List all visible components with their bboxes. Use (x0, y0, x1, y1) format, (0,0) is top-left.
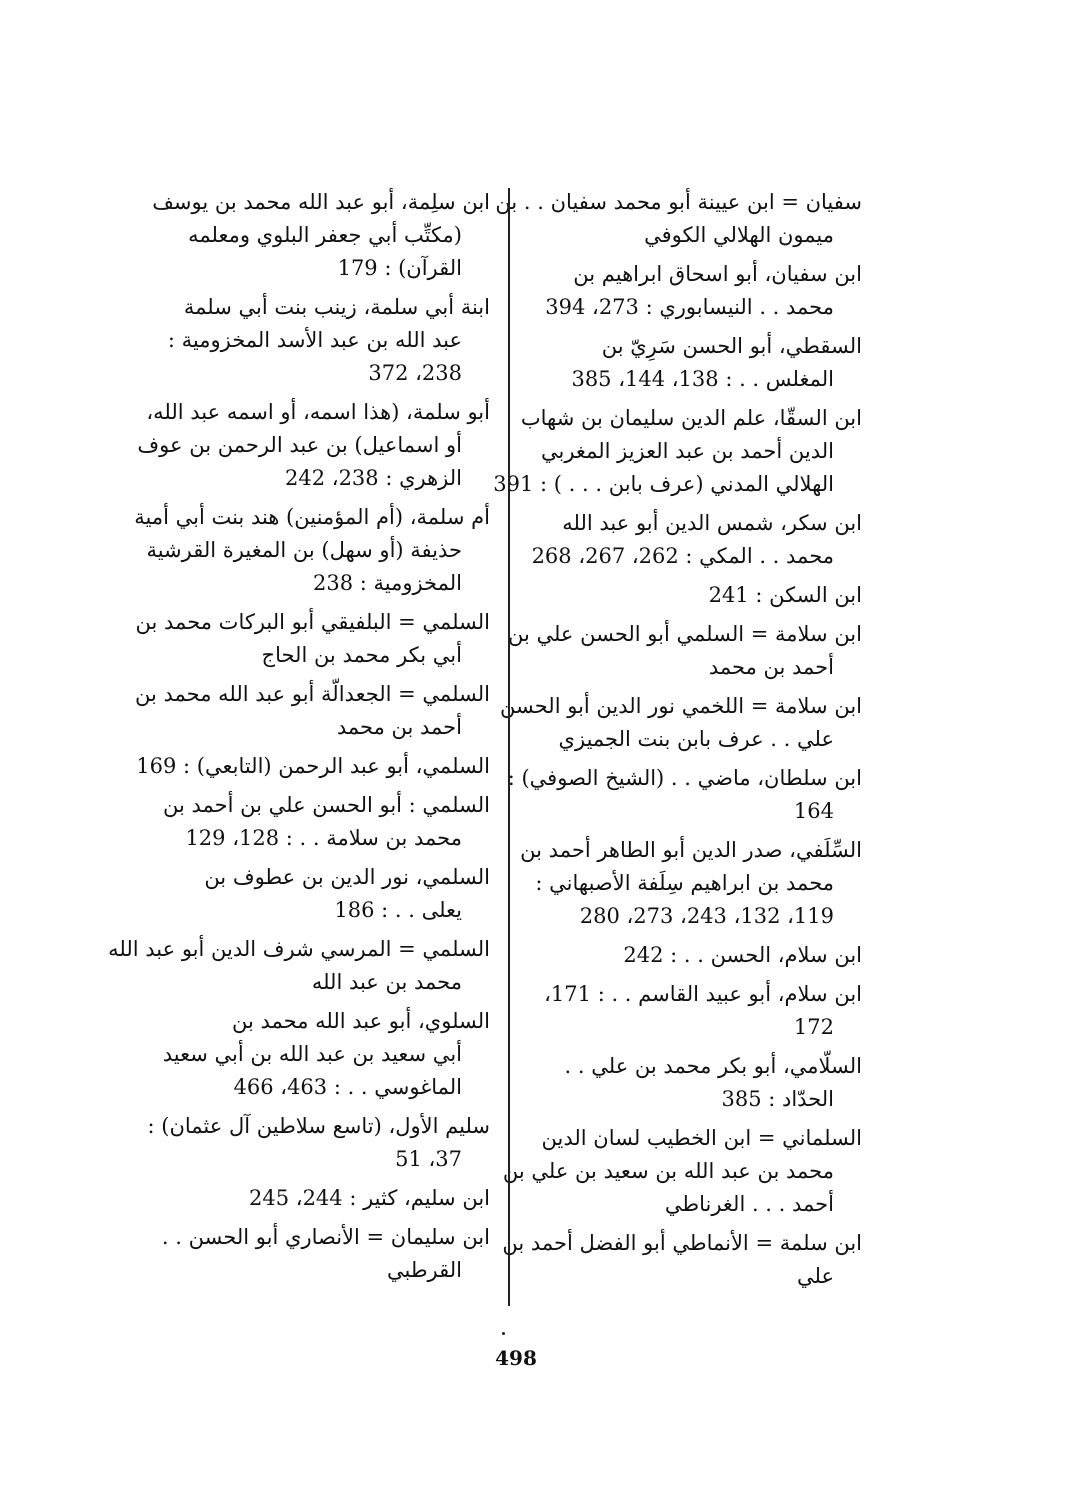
entry-heading-line: أم سلمة، (أم المؤمنين) هند بنت أبي أمية (134, 505, 490, 529)
entry-continuation-line: 172 (793, 1015, 834, 1039)
entry-heading-line: ابن سلامة = السلمي أبو الحسن علي بن (507, 622, 862, 646)
entry-continuation-line: القرطبي (387, 1258, 462, 1282)
entry-continuation-line: ميمون الهلالي الكوفي (644, 223, 834, 247)
entry-continuation-line: أو اسماعيل) بن عبد الرحمن بن عوف (137, 433, 462, 457)
entry-heading-line: ابن سلِمة، أبو عبد الله محمد بن يوسف (152, 190, 490, 214)
entry-continuation-line: علي . . عرف بابن بنت الجميزي (558, 727, 834, 751)
index-entry (150, 861, 490, 927)
entry-continuation-line: 37، 51 (395, 1147, 462, 1171)
index-entry (502, 1227, 862, 1293)
entry-continuation-line: الماغوسي . . : 463، 466 (233, 1075, 462, 1099)
entry-heading-line: سفيان = ابن عيينة أبو محمد سفيان . . بن (495, 190, 862, 214)
index-entry (522, 258, 862, 324)
index-entry (135, 606, 490, 672)
entry-heading-line: السلمي، أبو عبد الرحمن (التابعي) : 169 (136, 754, 490, 778)
entry-heading-line: ابن سلامة = اللخمي نور الدين أبو الحسن (500, 694, 862, 718)
index-entry (502, 1122, 862, 1221)
entry-heading-line: السلوي، أبو عبد الله محمد بن (231, 1009, 490, 1033)
entry-continuation-line: محمد بن سلامة . . : 128، 129 (185, 826, 462, 850)
entry-heading-line: ابن سلطان، ماضي . . (الشيخ الصوفي) : (507, 766, 862, 790)
entry-continuation-line: أحمد . . . الغرناطي (664, 1192, 834, 1216)
page-number: 498 (495, 1346, 537, 1370)
index-entry (522, 507, 862, 573)
index-entry (137, 396, 490, 495)
entry-continuation-line: علي (797, 1264, 834, 1288)
entry-continuation-line: (مكتِّب أبي جعفر البلوي ومعلمه (188, 223, 462, 247)
index-entry (150, 1182, 490, 1215)
index-entry (150, 1005, 490, 1104)
entry-continuation-line: أحمد بن محمد (336, 715, 462, 739)
entry-continuation-line: الحدّاد : 385 (721, 1087, 834, 1111)
entry-heading-line: السلمي، نور الدين بن عطوف بن (204, 865, 490, 889)
index-entry (150, 1221, 490, 1287)
entry-continuation-line: أحمد بن محمد (708, 655, 834, 679)
page-dot-mark (502, 1332, 505, 1335)
entry-heading-line: ابن سليمان = الأنصاري أبو الحسن . . (161, 1225, 490, 1249)
entry-heading-line: ابن سلام، الحسن . . : 242 (623, 943, 862, 967)
index-entry (493, 402, 862, 501)
index-column-right (493, 186, 862, 1299)
index-entry (135, 678, 490, 744)
index-entry (108, 933, 490, 999)
entry-continuation-line: المغلس . . : 138، 144، 385 (571, 367, 834, 391)
entry-continuation-line: القرآن) : 179 (337, 256, 462, 280)
entry-continuation-line: الدين أحمد بن عبد العزيز المغربي (541, 439, 834, 463)
index-entry (507, 762, 862, 828)
entry-heading-line: أبو سلمة، (هذا اسمه، أو اسمه عبد الله، (146, 400, 490, 424)
index-entry (522, 978, 862, 1044)
index-entry (522, 1050, 862, 1116)
entry-continuation-line: أبي سعيد بن عبد الله بن أبي سعيد (162, 1042, 462, 1066)
index-entry (150, 291, 490, 390)
entry-heading-line: ابن سلام، أبو عبيد القاسم . . : 171، (544, 982, 862, 1006)
index-entry (522, 579, 862, 612)
index-entry (134, 501, 490, 600)
entry-heading-line: ابن سفيان، أبو اسحاق ابراهيم بن (573, 262, 862, 286)
entry-heading-line: سليم الأول، (تاسع سلاطين آل عثمان) : (147, 1114, 490, 1138)
entry-continuation-line: يعلى . . : 186 (334, 898, 462, 922)
entry-heading-line: السِّلَفي، صدر الدين أبو الطاهر أحمد بن (520, 838, 862, 862)
column-divider (508, 188, 510, 1306)
entry-continuation-line: محمد بن عبد الله (311, 970, 462, 994)
entry-continuation-line: محمد بن ابراهيم سِلَفة الأصبهاني : (535, 871, 834, 895)
entry-heading-line: ابن سكر، شمس الدين أبو عبد الله (562, 511, 862, 535)
entry-heading-line: ابن السكن : 241 (708, 583, 862, 607)
entry-continuation-line: محمد . . المكي : 262، 267، 268 (531, 544, 834, 568)
entry-continuation-line: محمد بن عبد الله بن سعيد بن علي بن (502, 1159, 834, 1183)
index-entry (495, 186, 862, 252)
index-entry (522, 834, 862, 933)
index-column-left (108, 186, 490, 1293)
entry-continuation-line: 164 (793, 799, 834, 823)
index-entry (150, 186, 490, 285)
entry-continuation-line: الهلالي المدني (عرف بابن . . . ) : 391 (493, 472, 834, 496)
entry-continuation-line: عبد الله بن عبد الأسد المخزومية : (167, 328, 462, 352)
entry-continuation-line: المخزومية : 238 (312, 571, 462, 595)
index-entry (507, 618, 862, 684)
entry-heading-line: السلّامي، أبو بكر محمد بن علي . . (564, 1054, 862, 1078)
entry-heading-line: السلمي : أبو الحسن علي بن أحمد بن (162, 793, 490, 817)
entry-heading-line: ابنة أبي سلمة، زينب بنت أبي سلمة (183, 295, 490, 319)
entry-heading-line: السلمي = الجعدالّة أبو عبد الله محمد بن (135, 682, 490, 706)
entry-continuation-line: 238، 372 (368, 361, 462, 385)
entry-heading-line: ابن السقّا، علم الدين سليمان بن شهاب (520, 406, 862, 430)
entry-continuation-line: 119، 132، 243، 273، 280 (579, 904, 834, 928)
index-entry (136, 750, 490, 783)
entry-continuation-line: الزهري : 238، 242 (285, 466, 462, 490)
entry-heading-line: ابن سليم، كثير : 244، 245 (249, 1186, 490, 1210)
entry-heading-line: ابن سلمة = الأنماطي أبو الفضل أحمد بن (502, 1231, 862, 1255)
index-entry (522, 939, 862, 972)
entry-heading-line: السلمي = المرسي شرف الدين أبو عبد الله (108, 937, 490, 961)
entry-heading-line: السلمي = البلفيقي أبو البركات محمد بن (135, 610, 490, 634)
index-entry (147, 1110, 490, 1176)
entry-continuation-line: محمد . . النيسابوري : 273، 394 (545, 295, 834, 319)
entry-continuation-line: أبي بكر محمد بن الحاج (261, 643, 462, 667)
entry-heading-line: السقطي، أبو الحسن سَرِيّ بن (601, 334, 862, 358)
entry-continuation-line: حذيفة (أو سهل) بن المغيرة القرشية (146, 538, 462, 562)
index-entry (150, 789, 490, 855)
index-entry (500, 690, 862, 756)
entry-heading-line: السلماني = ابن الخطيب لسان الدين (541, 1126, 862, 1150)
index-entry (522, 330, 862, 396)
